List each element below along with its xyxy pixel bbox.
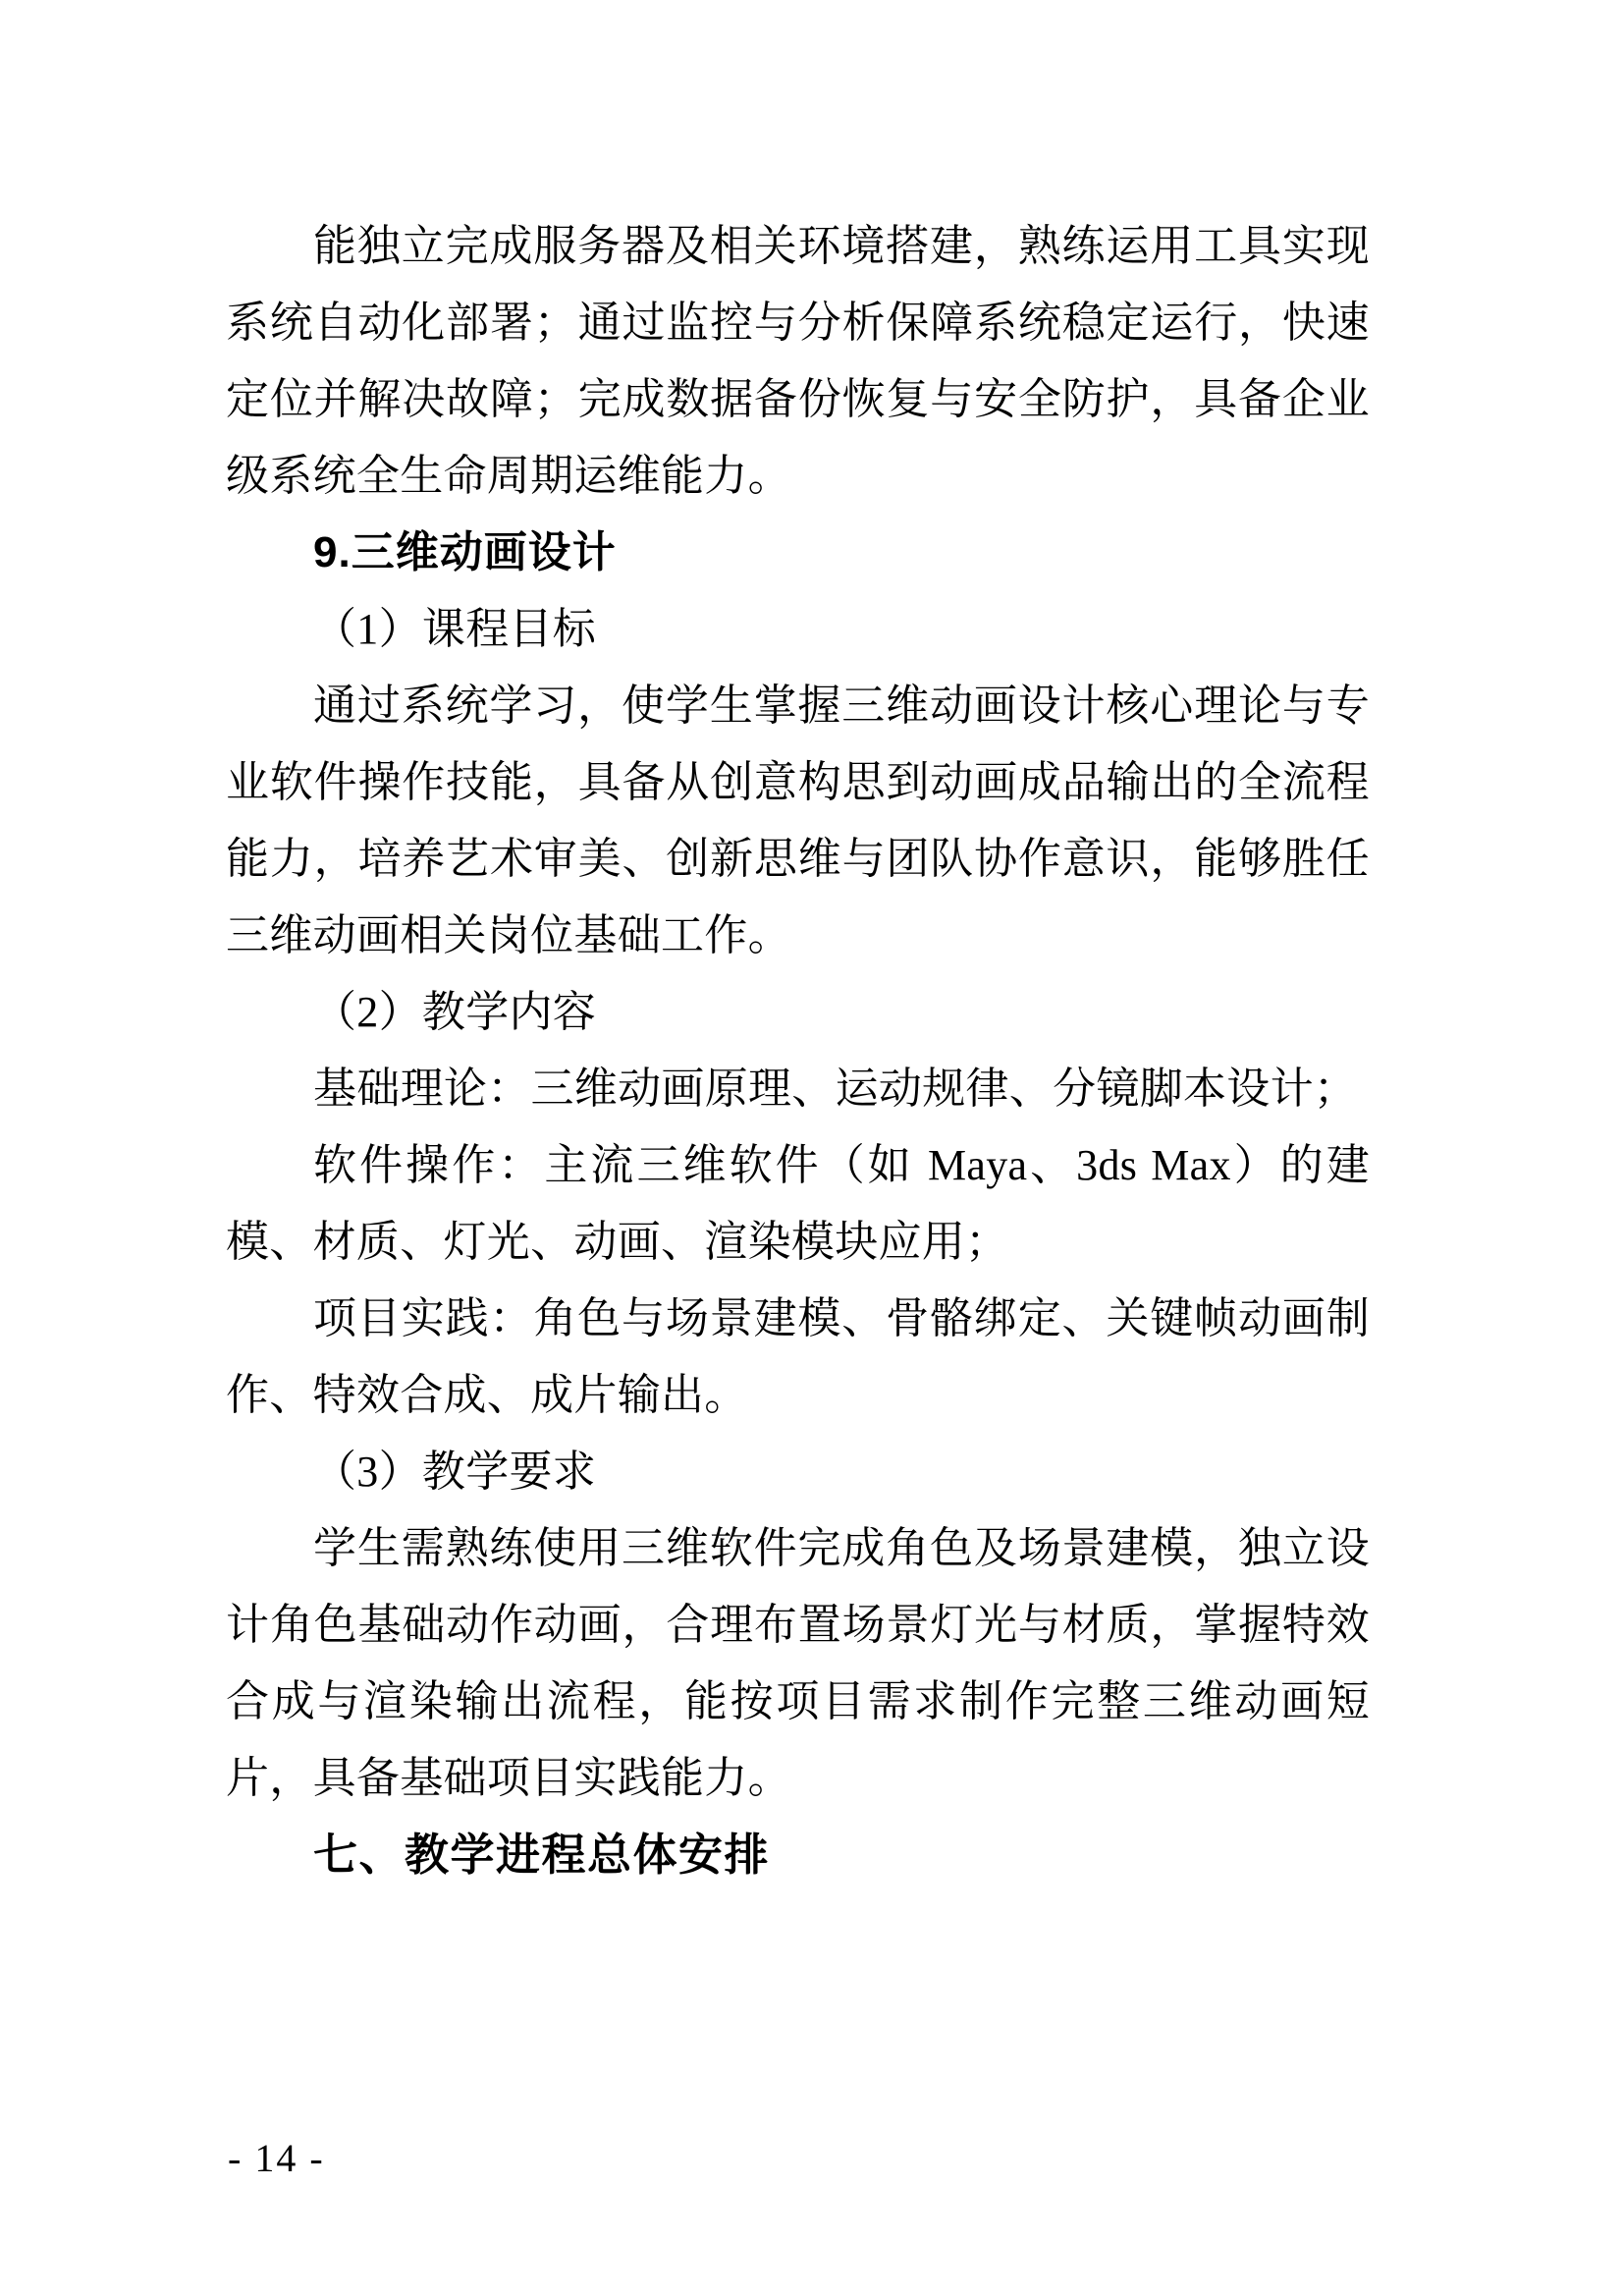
paragraph-course-objectives: 通过系统学习，使学生掌握三维动画设计核心理论与专业软件操作技能，具备从创意构思到动画成品输出的全流程能力，培养艺术审美、创新思维与团队协作意识，能够胜任三维动画相关岗位基础工作。 xyxy=(226,682,1370,959)
page-number: - 14 - xyxy=(228,2136,325,2180)
paragraph-software-operation: 软件操作：主流三维软件（如 Maya、3ds Max）的建模、材质、灯光、动画、渲染模块应用； xyxy=(226,1141,1370,1266)
subheading-teaching-content: （2）教学内容 xyxy=(313,988,597,1036)
heading-teaching-schedule-overall-arrangement: 七、教学进程总体安排 xyxy=(313,1830,771,1880)
paragraph-basic-theory: 基础理论：三维动画原理、运动规律、分镜脚本设计； xyxy=(313,1065,1358,1113)
paragraph-server-ops-requirements: 能独立完成服务器及相关环境搭建，熟练运用工具实现系统自动化部署；通过监控与分析保障系统稳定运行，快速定位并解决故障；完成数据备份恢复与安全防护，具备企业级系统全生命周期运维能力。 xyxy=(226,222,1370,500)
document-body xyxy=(226,208,1370,1893)
paragraph-project-practice: 项目实践：角色与场景建模、骨骼绑定、关键帧动画制作、特效合成、成片输出。 xyxy=(226,1294,1370,1419)
subheading-course-objectives: （1）课程目标 xyxy=(313,605,597,653)
heading-3d-animation-design: 9.三维动画设计 xyxy=(313,528,617,576)
subheading-teaching-requirements: （3）教学要求 xyxy=(313,1448,597,1496)
paragraph-teaching-requirements: 学生需熟练使用三维软件完成角色及场景建模，独立设计角色基础动作动画，合理布置场景灯光与材质，掌握特效合成与渲染输出流程，能按项目需求制作完整三维动画短片，具备基础项目实践能力。 xyxy=(226,1524,1370,1802)
